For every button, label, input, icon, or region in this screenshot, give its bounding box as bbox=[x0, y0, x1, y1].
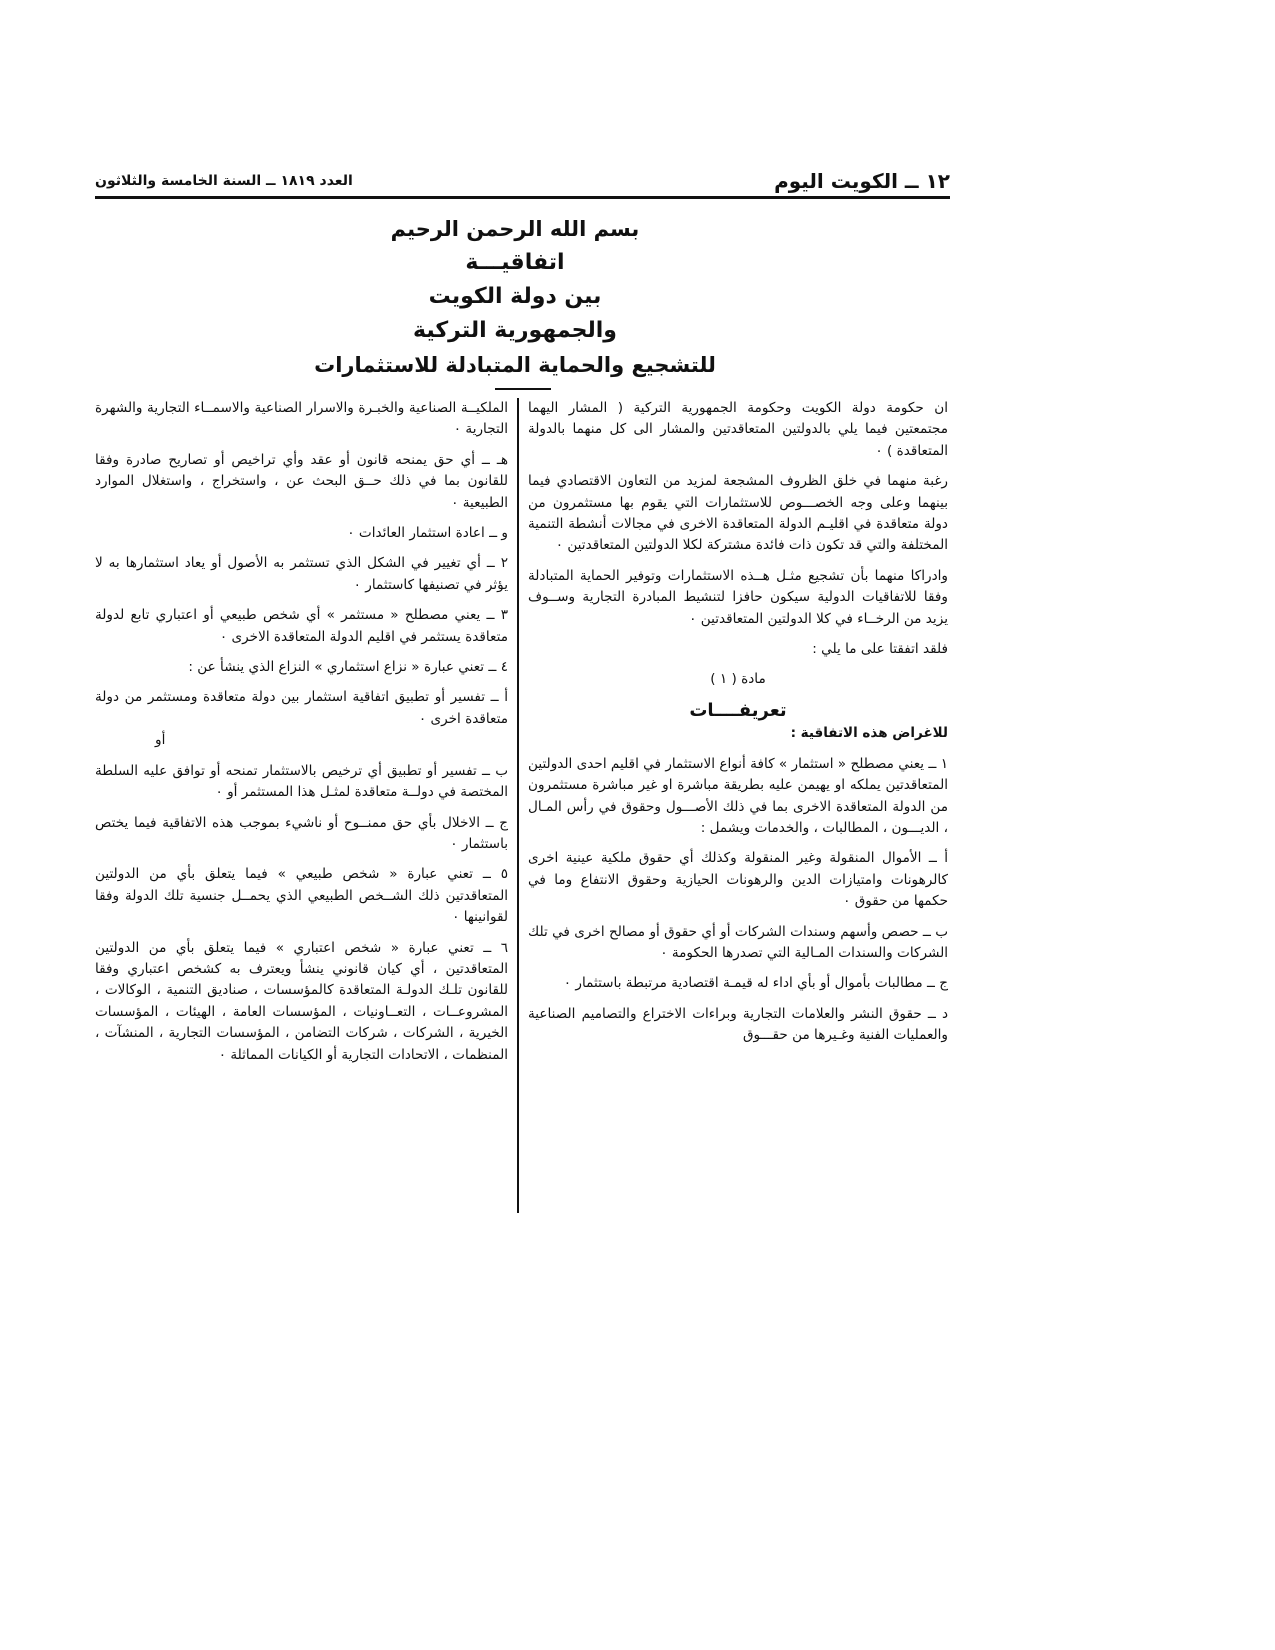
definition-item: ب ــ حصص وأسهم وسندات الشركات أو أي حقوق أو مصالح اخرى في تلك الشركات والسندات المـالية التي تصدرها الحكومة ٠ bbox=[528, 923, 948, 961]
column-divider bbox=[517, 398, 519, 1213]
section-heading: تعريفــــات bbox=[689, 699, 787, 721]
page-title: ١٢ ــ الكويت اليوم bbox=[774, 169, 950, 193]
preamble-paragraph: رغبة منهما في خلق الظروف المشجعة لمزيد من التعاون الاقتصادي فيما بينهما وعلى وجه الخصـــوص للاستثمارات التي يقوم بها مستثمرون من دولة متعاقدة في اقليـم الدولة المتعاقدة الاخرى في مجالات أنشطة التنمية المختلفة والتي قد تكون ذات فائدة مشتركة لكلا الدولتين المتعاقدتين ٠ bbox=[528, 473, 948, 554]
or-connector: أو bbox=[155, 732, 166, 749]
left-column bbox=[95, 398, 508, 1075]
title-party-2: والجمهورية التركية bbox=[413, 318, 617, 343]
preamble-paragraph: ان حكومة دولة الكويت وحكومة الجمهورية التركية ( المشار اليهما مجتمعتين فيما يلي بالدولتين المتعاقدتين والمشار الى كل منهما بالدولة المتعاقدة ) ٠ bbox=[528, 400, 948, 459]
definition-item: ج ــ مطالبات بأموال أو بأي اداء له قيمـة اقتصادية مرتبطة باستثمار ٠ bbox=[563, 975, 948, 992]
definition-item: ب ــ تفسير أو تطبيق أي ترخيص بالاستثمار تمنحه أو توافق عليه السلطة المختصة في دولــة متعاقدة لمثـل هذا المستثمر أو ٠ bbox=[95, 762, 508, 801]
document-title: اتفاقيـــة bbox=[465, 250, 565, 275]
document-subtitle: للتشجيع والحماية المتبادلة للاستثمارات bbox=[314, 353, 716, 377]
definition-item: ٦ ــ تعني عبارة « شخص اعتباري » فيما يتعلق بأي من الدولتين المتعاقدتين ، أي كيان قانوني ينشأ ويعترف به كشخص اعتباري وفقا للقانون تلـك الدولـة المتعاقدة كالمؤسسات ، صناديق التنمية ، الوكالات ، المشروعــات ، التعــاونيات ، المؤسسات العامة ، الهيئات ، المؤسسات الخيرية ، الشركات ، شركات التضامن ، المؤسسات التجارية ، المنشآت ، المنظمات ، الاتحادات التجارية أو الكيانات المماثلة ٠ bbox=[95, 939, 508, 1063]
title-party-1: بين دولة الكويت bbox=[428, 284, 602, 309]
preamble-paragraph: فلقد اتفقتا على ما يلي : bbox=[812, 641, 948, 658]
definition-item: الملكيــة الصناعية والخبـرة والاسرار الصناعية والاسمــاء التجارية والشهرة التجارية ٠ bbox=[95, 400, 508, 438]
title-block bbox=[230, 212, 800, 382]
article-number: مادة ( ١ ) bbox=[710, 671, 766, 688]
definition-item: و ــ اعادة استثمار العائدات ٠ bbox=[347, 525, 508, 542]
definition-item: ج ــ الاخلال بأي حق ممنــوح أو ناشيء بموجب هذه الاتفاقية فيما يختص باستثمار ٠ bbox=[95, 814, 508, 852]
right-column bbox=[528, 398, 948, 1056]
issue-info: العدد ١٨١٩ ــ السنة الخامسة والثلاثون bbox=[95, 173, 353, 189]
definition-item: ٣ ــ يعني مصطلح « مستثمر » أي شخص طبيعي أو اعتباري تابع لدولة متعاقدة يستثمر في اقليم الدولة المتعاقدة الاخرى ٠ bbox=[95, 607, 508, 645]
running-header bbox=[95, 168, 950, 194]
definition-item: هـ ــ أي حق يمنحه قانون أو عقد وأي تراخيص أو تصاريح صادرة وفقا للقانون بما في ذلك حــق البحث عن ، واستخراج ، واستغلال الموارد الطبيعية ٠ bbox=[95, 451, 508, 511]
definition-item: ٤ ــ تعني عبارة « نزاع استثماري » النزاع الذي ينشأ عن : bbox=[188, 659, 508, 676]
definition-item: ٢ ــ أي تغيير في الشكل الذي تستثمر به الأصول أو يعاد استثمارها به لا يؤثر في تصنيفها كاستثمار ٠ bbox=[95, 555, 508, 593]
preamble-paragraph: وادراكا منهما بأن تشجيع مثـل هــذه الاستثمارات وتوفير الحماية المتبادلة وفقا للاتفاقيات الدولية سيكون حافزا لتنشيط المبادرة التجارية وســوف يزيد من الرخــاء في كلا الدولتين المتعاقدتين ٠ bbox=[528, 567, 948, 627]
purposes-line: للاغراض هذه الاتفاقية : bbox=[790, 725, 948, 742]
title-rule bbox=[495, 388, 551, 390]
header-rule bbox=[95, 196, 950, 199]
definition-item: ١ ــ يعني مصطلح « استثمار » كافة أنواع الاستثمار في اقليم احدى الدولتين المتعاقدتين يملكه او يهيمن عليه بطريقة مباشرة او غير مباشرة مستثمرون من الدولة المتعاقدة الاخرى بما في ذلك الأصـــول وحقوق في رأس المـال ، الديـــون ، المطالبات ، والخدمات ويشمل : bbox=[528, 755, 948, 836]
definition-item: أ ــ تفسير أو تطبيق اتفاقية استثمار بين دولة متعاقدة ومستثمر من دولة متعاقدة اخرى ٠ bbox=[95, 689, 508, 727]
definition-item: ٥ ــ تعني عبارة « شخص طبيعي » فيما يتعلق بأي من الدولتين المتعاقدتين ذلك الشــخص الطبيعي الذي يحمــل جنسية تلك الدولة وفقا لقوانينها ٠ bbox=[95, 866, 508, 926]
basmala: بسم الله الرحمن الرحيم bbox=[390, 217, 640, 241]
definition-item: د ــ حقوق النشر والعلامات التجارية وبراءات الاختراع والتصاميم الصناعية والعمليات الفنية وغـيرها من حقـــوق bbox=[528, 1005, 948, 1044]
definition-item: أ ــ الأموال المنقولة وغير المنقولة وكذلك أي حقوق ملكية عينية اخرى كالرهونات وامتيازات الدين والرهونات الحيازية وحقوق الانتفاع وما في حكمها من حقوق ٠ bbox=[528, 850, 948, 910]
